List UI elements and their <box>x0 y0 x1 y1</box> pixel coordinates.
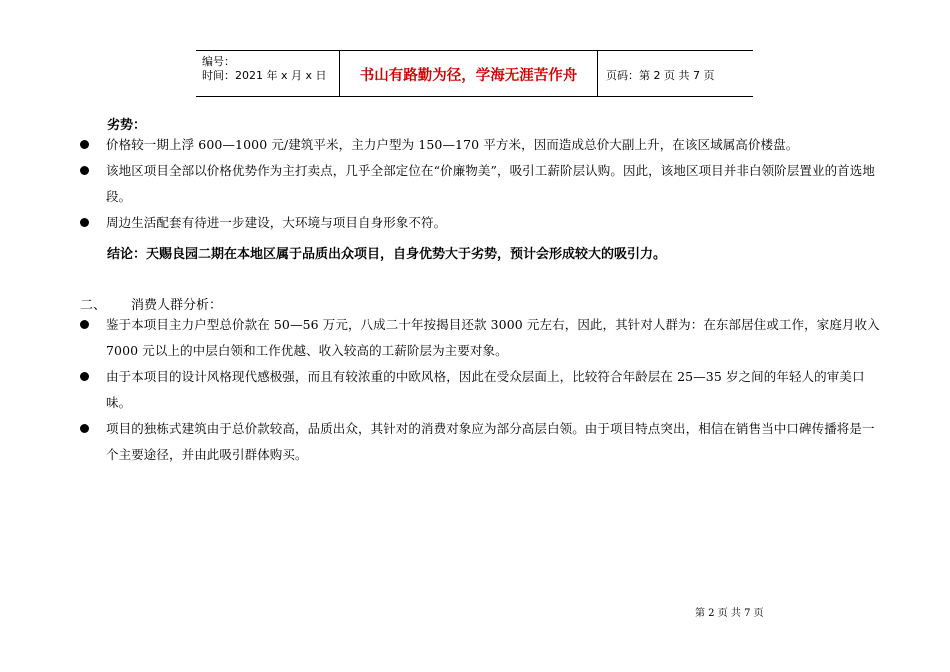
weakness-heading: 劣势： <box>107 118 147 133</box>
section-title: 消费人群分析： <box>131 298 223 313</box>
list-item-text: 鉴于本项目主力户型总价款在 50—56 万元，八成二十年按揭目还款 3000 元左右，因此，其针对人群为：在东部居住或工作，家庭月收入 7000 元以上的中层白领和工作优越、收入较高的工薪阶层为主要对象。 <box>106 317 880 358</box>
header-page-info: 页码：第 2 页 共 7 页 <box>606 69 715 82</box>
header-number-label: 编号： <box>202 55 235 68</box>
header-motto-cell <box>340 51 598 96</box>
section-number: 二、 <box>80 298 107 313</box>
bullet-icon <box>80 166 89 175</box>
bullet-icon <box>80 424 89 433</box>
header-page-cell <box>598 51 753 96</box>
bullet-icon <box>80 218 89 227</box>
page-footer: 第 2 页 共 7 页 <box>695 608 764 619</box>
list-item <box>80 312 880 364</box>
list-item-text: 该地区项目全部以价格优势作为主打卖点，几乎全部定位在“价廉物美”，吸引工薪阶层认购。因此，该地区项目并非白领阶层置业的首选地段。 <box>106 163 875 204</box>
conclusion-text: 结论：天赐良园二期在本地区属于品质出众项目，自身优势大于劣势，预计会形成较大的吸引力。 <box>107 247 667 262</box>
list-item <box>80 210 880 236</box>
list-item <box>80 416 880 468</box>
bullet-icon <box>80 320 89 329</box>
header-time-label: 时间：2021 年 x 月 x 日 <box>202 69 327 82</box>
list-item <box>80 132 880 158</box>
list-item-text: 由于本项目的设计风格现代感极强，而且有较浓重的中欧风格，因此在受众层面上，比较符合年龄层在 25—35 岁之间的年轻人的审美口味。 <box>106 369 865 410</box>
header-meta-cell <box>196 51 340 96</box>
list-item-text: 周边生活配套有待进一步建设，大环境与项目自身形象不符。 <box>106 215 447 230</box>
bullet-icon <box>80 140 89 149</box>
list-item-text: 项目的独栋式建筑由于总价款较高，品质出众，其针对的消费对象应为部分高层白领。由于项目特点突出，相信在销售当中口碑传播将是一个主要途径，并由此吸引群体购买。 <box>106 421 875 462</box>
list-item <box>80 364 880 416</box>
header-motto: 书山有路勤为径，学海无涯苦作舟 <box>359 68 578 84</box>
bullet-icon <box>80 372 89 381</box>
page-header <box>196 50 753 97</box>
list-item-text: 价格较一期上浮 600—1000 元/建筑平米，主力户型为 150—170 平方米，因而造成总价大副上升，在该区域属高价楼盘。 <box>106 137 799 152</box>
list-item <box>80 158 880 210</box>
